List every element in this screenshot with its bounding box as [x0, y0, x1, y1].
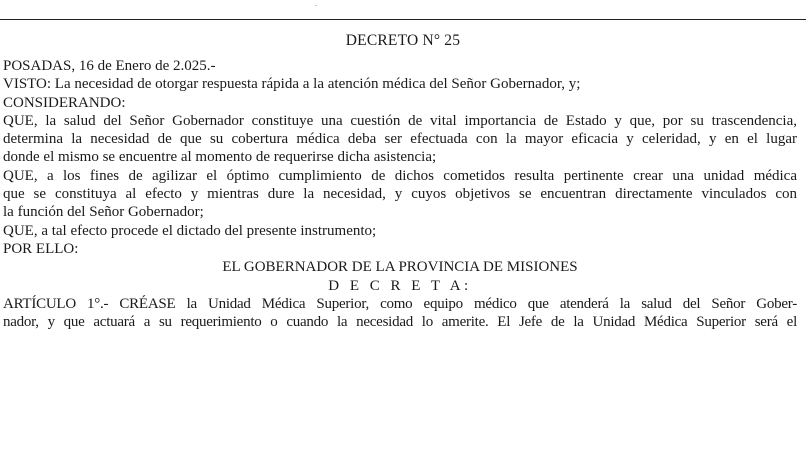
que2-line-2: que se constituya al efecto y mientras dure la necesidad, y cuyos objetivos se encuentran directamente vinculados con [3, 186, 797, 203]
que3-paragraph: QUE, a tal efecto procede el dictado del presente instrumento; [3, 222, 377, 239]
decree-title: DECRETO N° 25 [345, 32, 461, 49]
scan-speck [315, 5, 317, 6]
authority-heading: EL GOBERNADOR DE LA PROVINCIA DE MISIONES [222, 259, 578, 276]
place-date: POSADAS, 16 de Enero de 2.025.- [3, 58, 216, 74]
visto-paragraph: VISTO: La necesidad de otorgar respuesta rápida a la atención médica del Señor Gobernador, y; [3, 76, 581, 93]
articulo1-line-2: nador, y que actuará a su requerimiento o cuando la necesidad lo amerite. El Jefe de la Unidad Médica Superior será el [3, 314, 797, 331]
que2-line-3: la función del Señor Gobernador; [3, 204, 204, 221]
que1-line-1: QUE, la salud del Señor Gobernador constituye una cuestión de vital importancia de Estado y que, por su trascendencia, [3, 112, 797, 129]
decreta-heading: D E C R E T A: [328, 277, 472, 294]
header-rule [0, 19, 806, 20]
que2-line-1: QUE, a los fines de agilizar el óptimo cumplimiento de dichos cometidos resulta pertinente crear una unidad médica [3, 167, 797, 184]
considerando-heading: CONSIDERANDO: [3, 94, 126, 111]
por-ello-heading: POR ELLO: [3, 240, 79, 257]
articulo1-line-1: ARTÍCULO 1°.- CRÉASE la Unidad Médica Superior, como equipo médico que atenderá la salud del Señor Gober- [3, 295, 797, 312]
que1-line-3: donde el mismo se encuentre al momento de requerirse dicha asistencia; [3, 149, 437, 166]
decree-body [3, 57, 797, 331]
que1-line-2: determina la necesidad de que su cobertura médica deba ser efectuada con la mayor eficacia y celeridad, y en el lugar [3, 131, 797, 148]
